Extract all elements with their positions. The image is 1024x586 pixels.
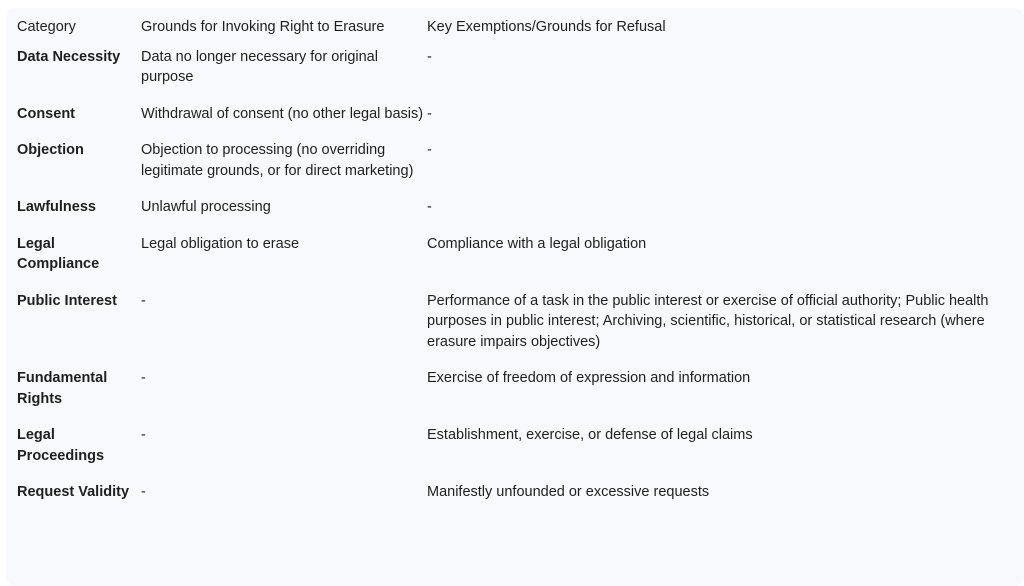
- row-exemptions: Compliance with a legal obligation: [427, 235, 647, 252]
- header-category: Category: [17, 19, 76, 35]
- row-category: Data Necessity: [17, 48, 121, 65]
- table-row: [6, 425, 1024, 482]
- table-row: [6, 234, 1024, 291]
- table-panel: [6, 8, 1024, 586]
- row-grounds: Unlawful processing: [141, 199, 271, 215]
- row-grounds: -: [141, 292, 146, 309]
- row-exemptions: -: [427, 199, 432, 215]
- erasure-rights-table: [6, 8, 1024, 519]
- table-row: [6, 47, 1024, 104]
- table-header-row: [6, 8, 1024, 47]
- row-exemptions: -: [427, 142, 432, 158]
- row-grounds: Withdrawal of consent (no other legal basis): [141, 105, 424, 122]
- row-grounds: Legal obligation to erase: [141, 235, 300, 252]
- row-grounds: -: [141, 370, 146, 386]
- row-category: Legal Proceedings: [17, 427, 105, 464]
- table-row: [6, 291, 1024, 369]
- row-exemptions: Performance of a task in the public interest or exercise of official authority; Public health purposes in public interest; Archiving, scientific, historical, or statistical research (where erasure impairs objectives): [427, 292, 989, 350]
- header-grounds: Grounds for Invoking Right to Erasure: [141, 19, 385, 35]
- row-grounds: -: [141, 427, 146, 443]
- row-category: Request Validity: [17, 484, 130, 500]
- row-category: Legal Compliance: [17, 235, 100, 272]
- table-row: [6, 197, 1024, 234]
- row-exemptions: -: [427, 105, 432, 122]
- row-category: Objection: [17, 142, 84, 158]
- row-exemptions: Establishment, exercise, or defense of legal claims: [427, 427, 753, 443]
- table-row: [6, 140, 1024, 197]
- row-category: Consent: [17, 105, 75, 122]
- row-grounds: -: [141, 484, 146, 500]
- row-category: Lawfulness: [17, 199, 96, 215]
- row-exemptions: -: [427, 48, 432, 65]
- table-row: [6, 104, 1024, 141]
- row-exemptions: Exercise of freedom of expression and information: [427, 370, 751, 386]
- row-exemptions: Manifestly unfounded or excessive requests: [427, 484, 710, 500]
- row-category: Public Interest: [17, 292, 117, 309]
- table-row: [6, 482, 1024, 519]
- row-category: Fundamental Rights: [17, 370, 108, 407]
- table-row: [6, 368, 1024, 425]
- row-grounds: Data no longer necessary for original purpose: [141, 48, 378, 85]
- row-grounds: Objection to processing (no overriding legitimate grounds, or for direct marketing): [141, 142, 414, 179]
- header-exemptions: Key Exemptions/Grounds for Refusal: [427, 19, 666, 35]
